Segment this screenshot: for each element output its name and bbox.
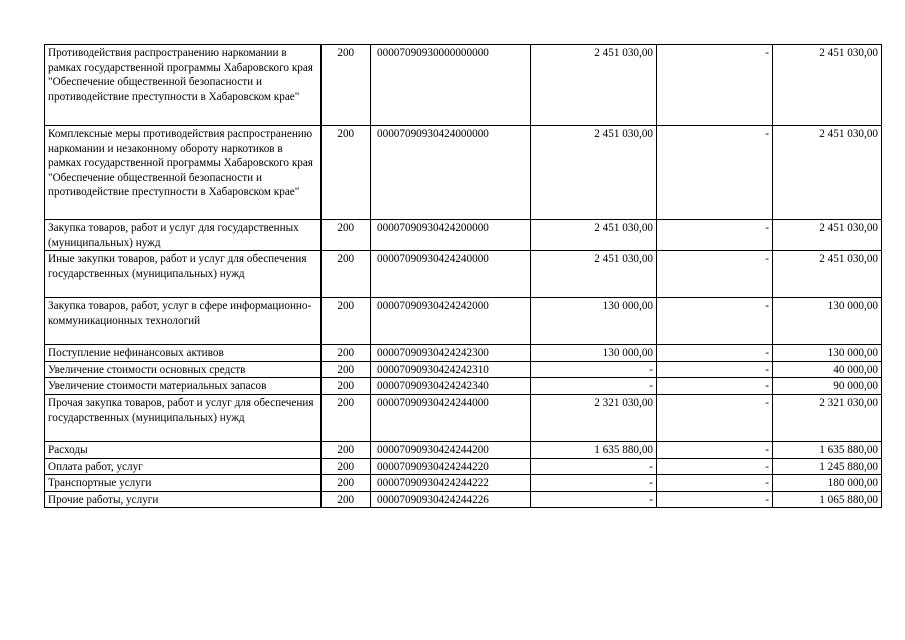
- row-executed-cell: -: [657, 45, 773, 126]
- table-row: [45, 298, 882, 345]
- row-code-cell: 200: [321, 475, 371, 492]
- table-row: [45, 378, 882, 395]
- row-name-cell: Закупка товаров, работ, услуг в сфере информационно-коммуникационных технологий: [45, 298, 321, 345]
- row-approved-cell: 2 451 030,00: [531, 251, 657, 298]
- row-approved-cell: 130 000,00: [531, 345, 657, 362]
- row-remaining-cell: 2 451 030,00: [773, 126, 882, 220]
- row-code-cell: 200: [321, 45, 371, 126]
- row-classification-cell: 00007090930424244200: [371, 441, 531, 458]
- row-approved-cell: 2 451 030,00: [531, 45, 657, 126]
- row-executed-cell: -: [657, 251, 773, 298]
- table-row: [45, 345, 882, 362]
- row-remaining-cell: 130 000,00: [773, 345, 882, 362]
- row-name-cell: Прочая закупка товаров, работ и услуг для обеспечения государственных (муниципальных) нужд: [45, 394, 321, 441]
- row-remaining-cell: 1 635 880,00: [773, 441, 882, 458]
- row-remaining-cell: 180 000,00: [773, 475, 882, 492]
- row-remaining-cell: 130 000,00: [773, 298, 882, 345]
- row-approved-cell: -: [531, 378, 657, 395]
- row-approved-cell: -: [531, 491, 657, 508]
- row-executed-cell: -: [657, 475, 773, 492]
- table-row: [45, 251, 882, 298]
- row-remaining-cell: 2 451 030,00: [773, 45, 882, 126]
- row-name-cell: Поступление нефинансовых активов: [45, 345, 321, 362]
- table-row: [45, 458, 882, 475]
- row-classification-cell: 00007090930000000000: [371, 45, 531, 126]
- row-name-cell: Расходы: [45, 441, 321, 458]
- row-approved-cell: 2 451 030,00: [531, 126, 657, 220]
- row-remaining-cell: 1 245 880,00: [773, 458, 882, 475]
- row-code-cell: 200: [321, 220, 371, 251]
- row-classification-cell: 00007090930424240000: [371, 251, 531, 298]
- row-code-cell: 200: [321, 441, 371, 458]
- row-remaining-cell: 2 451 030,00: [773, 220, 882, 251]
- table-row: [45, 441, 882, 458]
- table-row: [45, 220, 882, 251]
- row-executed-cell: -: [657, 345, 773, 362]
- row-approved-cell: 1 635 880,00: [531, 441, 657, 458]
- row-classification-cell: 00007090930424242310: [371, 361, 531, 378]
- table-row: [45, 361, 882, 378]
- row-executed-cell: -: [657, 491, 773, 508]
- table-row: [45, 491, 882, 508]
- row-classification-cell: 00007090930424000000: [371, 126, 531, 220]
- row-code-cell: 200: [321, 345, 371, 362]
- row-name-cell: Прочие работы, услуги: [45, 491, 321, 508]
- row-name-cell: Противодействия распространению наркомании в рамках государственной программы Хабаровского края "Обеспечение общественной безопасности и противодействие преступности в Хабаровском крае": [45, 45, 321, 126]
- row-remaining-cell: 2 451 030,00: [773, 251, 882, 298]
- row-classification-cell: 00007090930424244226: [371, 491, 531, 508]
- row-approved-cell: -: [531, 458, 657, 475]
- row-name-cell: Оплата работ, услуг: [45, 458, 321, 475]
- row-name-cell: Комплексные меры противодействия распространению наркомании и незаконному обороту наркотиков в рамках государственной программы Хабаровского края "Обеспечение общественной безопасности и противодействие преступности в Хабаровском крае": [45, 126, 321, 220]
- expenditure-table: [44, 44, 882, 508]
- row-executed-cell: -: [657, 378, 773, 395]
- row-executed-cell: -: [657, 458, 773, 475]
- table-row: [45, 394, 882, 441]
- row-classification-cell: 00007090930424242340: [371, 378, 531, 395]
- table-row: [45, 126, 882, 220]
- row-classification-cell: 00007090930424244222: [371, 475, 531, 492]
- row-code-cell: 200: [321, 394, 371, 441]
- row-code-cell: 200: [321, 378, 371, 395]
- row-name-cell: Увеличение стоимости основных средств: [45, 361, 321, 378]
- row-executed-cell: -: [657, 126, 773, 220]
- row-name-cell: Транспортные услуги: [45, 475, 321, 492]
- row-code-cell: 200: [321, 251, 371, 298]
- row-remaining-cell: 1 065 880,00: [773, 491, 882, 508]
- row-remaining-cell: 2 321 030,00: [773, 394, 882, 441]
- row-executed-cell: -: [657, 220, 773, 251]
- row-code-cell: 200: [321, 126, 371, 220]
- row-code-cell: 200: [321, 361, 371, 378]
- table-row: [45, 475, 882, 492]
- row-approved-cell: 130 000,00: [531, 298, 657, 345]
- row-code-cell: 200: [321, 298, 371, 345]
- row-classification-cell: 00007090930424244220: [371, 458, 531, 475]
- row-approved-cell: 2 321 030,00: [531, 394, 657, 441]
- row-classification-cell: 00007090930424244000: [371, 394, 531, 441]
- row-approved-cell: 2 451 030,00: [531, 220, 657, 251]
- row-code-cell: 200: [321, 491, 371, 508]
- row-executed-cell: -: [657, 394, 773, 441]
- row-classification-cell: 00007090930424200000: [371, 220, 531, 251]
- table-row: [45, 45, 882, 126]
- row-executed-cell: -: [657, 298, 773, 345]
- row-code-cell: 200: [321, 458, 371, 475]
- row-approved-cell: -: [531, 475, 657, 492]
- row-classification-cell: 00007090930424242000: [371, 298, 531, 345]
- row-name-cell: Закупка товаров, работ и услуг для государственных (муниципальных) нужд: [45, 220, 321, 251]
- row-remaining-cell: 40 000,00: [773, 361, 882, 378]
- row-executed-cell: -: [657, 441, 773, 458]
- row-remaining-cell: 90 000,00: [773, 378, 882, 395]
- row-executed-cell: -: [657, 361, 773, 378]
- row-classification-cell: 00007090930424242300: [371, 345, 531, 362]
- row-name-cell: Увеличение стоимости материальных запасов: [45, 378, 321, 395]
- row-name-cell: Иные закупки товаров, работ и услуг для обеспечения государственных (муниципальных) нужд: [45, 251, 321, 298]
- row-approved-cell: -: [531, 361, 657, 378]
